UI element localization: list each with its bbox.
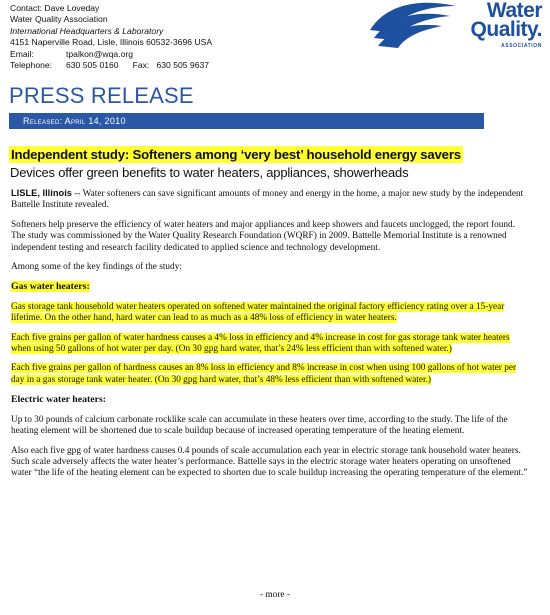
fax-label: Fax: xyxy=(132,60,150,71)
paragraph-2: Softeners help preserve the efficiency of water heaters and major appliances and keep showers and faucets unclogged, the report found. The study was commissioned by the Water Quality Research Foundation (WQRF) in 2009. Battelle Memorial Institute is a renowned independent testing and research facility dedicated to applied science and technology development. xyxy=(11,219,515,253)
article-body xyxy=(11,188,531,488)
headline: Independent study: Softeners among ‘very best’ household energy savers xyxy=(11,147,461,162)
released-bar xyxy=(9,113,484,129)
subheadline: Devices offer green benefits to water heaters, appliances, showerheads xyxy=(10,165,409,180)
logo-association: ASSOCIATION xyxy=(501,43,542,49)
gas-paragraph-3 xyxy=(11,363,531,386)
logo-word-water: Water xyxy=(486,0,542,22)
electric-paragraph-2: Also each five gpg of water hardness causes 0.4 pounds of scale accumulation each year in electric storage tank household water heaters. Such scale adversely affects the water heater’s performance. Battelle says in the electric storage water heaters operating on unsoftened water “the life of the heating element can be expected to shorten due to scale buildup increasing the operating temperature of the element.” xyxy=(11,445,528,479)
gas-heading: Gas water heaters: xyxy=(11,281,90,293)
more-footer: - more - xyxy=(260,590,290,600)
contact-block xyxy=(10,3,340,71)
wqa-logo xyxy=(368,0,546,52)
phone-row xyxy=(10,60,340,71)
organization-name: Water Quality Association xyxy=(10,14,108,25)
released-date: Released: April 14, 2010 xyxy=(23,116,126,126)
gas-heading-paragraph xyxy=(11,281,531,293)
electric-paragraph-1: Up to 30 pounds of calcium carbonate rocklike scale can accumulate in these heaters over time, according to the study. The life of the heating element will be shortened due to scale buildup because of increased operating temperature of the heating element. xyxy=(11,414,508,437)
gas-paragraph-1 xyxy=(11,302,531,325)
intro-text: -- Water softeners can save significant amounts of money and energy in the home, a major new study by the independent Battelle Institute revealed. xyxy=(11,189,524,211)
dateline: LISLE, Illinois xyxy=(11,188,72,198)
address: 4151 Naperville Road, Lisle, Illinois 60532-3696 USA xyxy=(10,37,213,48)
logo-word-quality: Quality. xyxy=(470,18,542,41)
electric-heading-paragraph xyxy=(11,394,531,406)
paragraph-intro xyxy=(11,188,531,212)
gas-text-2: Each five grains per gallon of water hardness causes a 4% loss in efficiency and 4% increase in cost for gas storage tank water heaters when using 50 gallons of hot water per day. (On 30 gpg hard water, that’s 24% less efficient than with softened water.) xyxy=(11,332,510,355)
telephone-label: Telephone: xyxy=(10,60,53,71)
contact-name: Contact: Dave Loveday xyxy=(10,3,100,13)
gas-text-1: Gas storage tank household water heaters operated on softened water maintained the original factory efficiency rating over a 15-year lifetime. On the other hand, hard water can lead to as much as a 48% loss of efficiency in water heaters. xyxy=(11,301,505,324)
gas-text-3: Each five grains per gallon of hardness causes an 8% loss in efficiency and 8% increase in cost when using 100 gallons of hot water per day in a gas storage tank water heater. (On 30 gpg hard water, that’s 48% less efficient than with softened water.) xyxy=(11,363,517,385)
headquarters-label: International Headquarters & Laboratory xyxy=(10,25,164,36)
gas-paragraph-2 xyxy=(11,333,531,356)
email-link[interactable]: tpalkon@wqa.org xyxy=(66,48,134,59)
email-row xyxy=(10,49,340,60)
email-label: Email: xyxy=(10,48,34,59)
electric-heading: Electric water heaters: xyxy=(11,394,107,406)
telephone-value: 630 505 0160 xyxy=(66,60,119,71)
fax-value: 630 505 9637 xyxy=(156,60,210,71)
paragraph-3: Among some of the key findings of the study: xyxy=(11,262,182,273)
press-release-title: PRESS RELEASE xyxy=(9,83,194,108)
